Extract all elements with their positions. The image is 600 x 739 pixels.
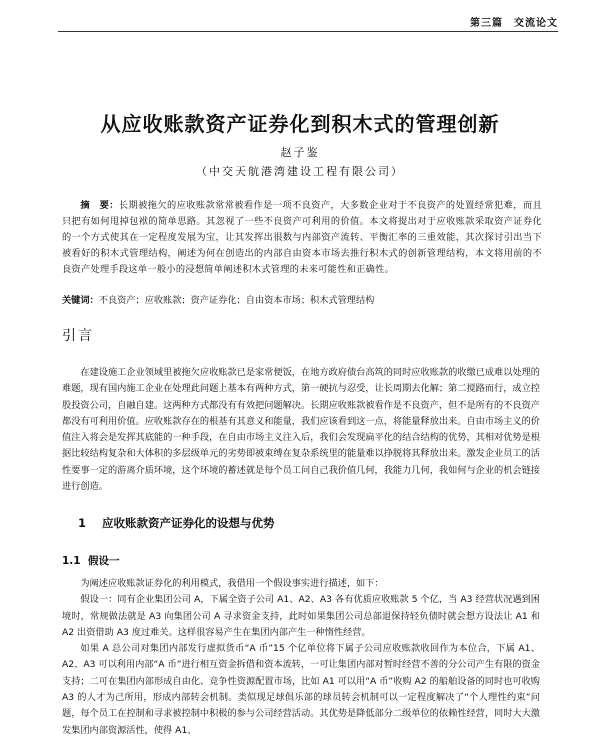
section-1-1-heading	[62, 553, 120, 568]
body-paragraph: 为阐述应收账款证券化的利用模式，我借用一个假设事实进行描述，如下：	[80, 578, 384, 589]
author-name: 赵子鉴	[280, 146, 320, 159]
intro-heading: 引言	[62, 328, 94, 344]
section-1-heading	[78, 515, 275, 531]
author-affiliation: （中交天航港湾建设工程有限公司）	[196, 165, 404, 178]
keywords	[62, 293, 542, 309]
section-1-1-body	[62, 576, 540, 739]
keywords-label: 关键词：	[62, 295, 99, 306]
running-header	[0, 0, 600, 34]
abstract	[62, 198, 542, 278]
header-rule	[58, 31, 558, 32]
abstract-label: 摘 要：	[80, 200, 119, 211]
abstract-text: 长期被拖欠的应收账款常常被看作是一项不良资产，大多数企业对于不良资产的处置经常犯难，而且只把有如何甩掉包袱的简单思路。其忽视了一些不良资产可利用的价值。本文将提出对于应收账款采取资产证券化的一个方式使其在一定程度发展为宝，让其发挥出很数与内部资产流转、平衡汇率的三重效能，其次探讨引出当下被看好的积木式管理结构，阐述为何在创造出的内部自由资本市场去推行积木式的创新管理结构，本文将用前的不良资产处理手段这单一般小的浸想简单阐述积木式管理的未来可能性和正确性。	[62, 200, 542, 275]
section-1-title: 应收账款资产证券化的设想与优势	[102, 516, 275, 530]
keywords-text: 不良资产；应收账款；资产证券化；自由资本市场；积木式管理结构	[98, 295, 375, 306]
intro-paragraph: 在建设施工企业领域里被拖欠应收账款已是家常便饭，在地方政府债台高筑的同时应收账款的收缴已成难以处理的难题，现有国内施工企业在处理此问题上基本有两种方式，第一硬抗与忍受，让长周期去化解；第二搅路而行，成立控股投资公司，自融自建。这两种方式都没有有效把问题解决。长期应收账款被看作是不良资产，但不是所有的不良资产都没有可利用价值。应收账款存在的根基有其意义和能量，我们应该看到这一点，将能量释放出来。自由市场主义的价值注入将会是发挥其底能的一种手段，在自由市场主义注入后，我们会发现扁平化的结合结构的优势，其相对优势是根据比较结构复杂和大体积的多层级单元的劣势即被束缚在复杂系统里的能量难以挣脱将其释放出来。激发企业员工的活性要事一定的游离介质环境，这个环境的蓄述就是每个员工问自己我价值几何，我能力几何，我如何与企业的机会链接进行创造。	[62, 367, 540, 493]
article-title: 从应收账款资产证券化到积木式的管理创新	[100, 112, 500, 136]
section-1-1-title: 假设一	[88, 555, 120, 567]
section-1-number: 1	[78, 516, 87, 530]
body-paragraph: 假设一：同有企业集团公司 A，下属全资子公司 A1、A2、A3 各有优质应收账款 5 个亿，当 A3 经营状况遇到困境时，常规做法就是 A3 向集团公司 A 寻求资金支持，此时如果集团公司总部退保持轻负债时就会想方设法让 A1 和 A2 出资借助 A3 度过难关。这样很容易产生在集团内部产生一种惰性经营。	[62, 594, 540, 638]
body-paragraph: 如果 A 总公司对集团内部发行虚拟货币“A 币”15 个亿单位将下属子公司应收账款收回作为本位合，下属 A1、A2、A3 可以利用内部“A 币”进行相互资金拆借和资本流转，一可让集团内部对暂时经营不善的分公司产生有限的资金支持；二可在集团内部形成自由化、竞争性资源配置市场，比如 A1 可以用“A 币”收购 A2 的船舶设备的同时也可收购 A3 的人才为己所用，形成内部转会机制。类似现足球俱乐部的球员转会机制可以一定程度解决了“个人理性约束”问题，每个员工在控制和寻求被控制中积极的参与公司经营活动。其优势是降低部分二级单位的依赖性经营，同时大大激发集团内部资源活性，使得 A1、	[62, 643, 540, 736]
section-1-1-number: 1.1	[62, 555, 81, 567]
section-label: 第三篇 交流论文	[470, 18, 558, 29]
